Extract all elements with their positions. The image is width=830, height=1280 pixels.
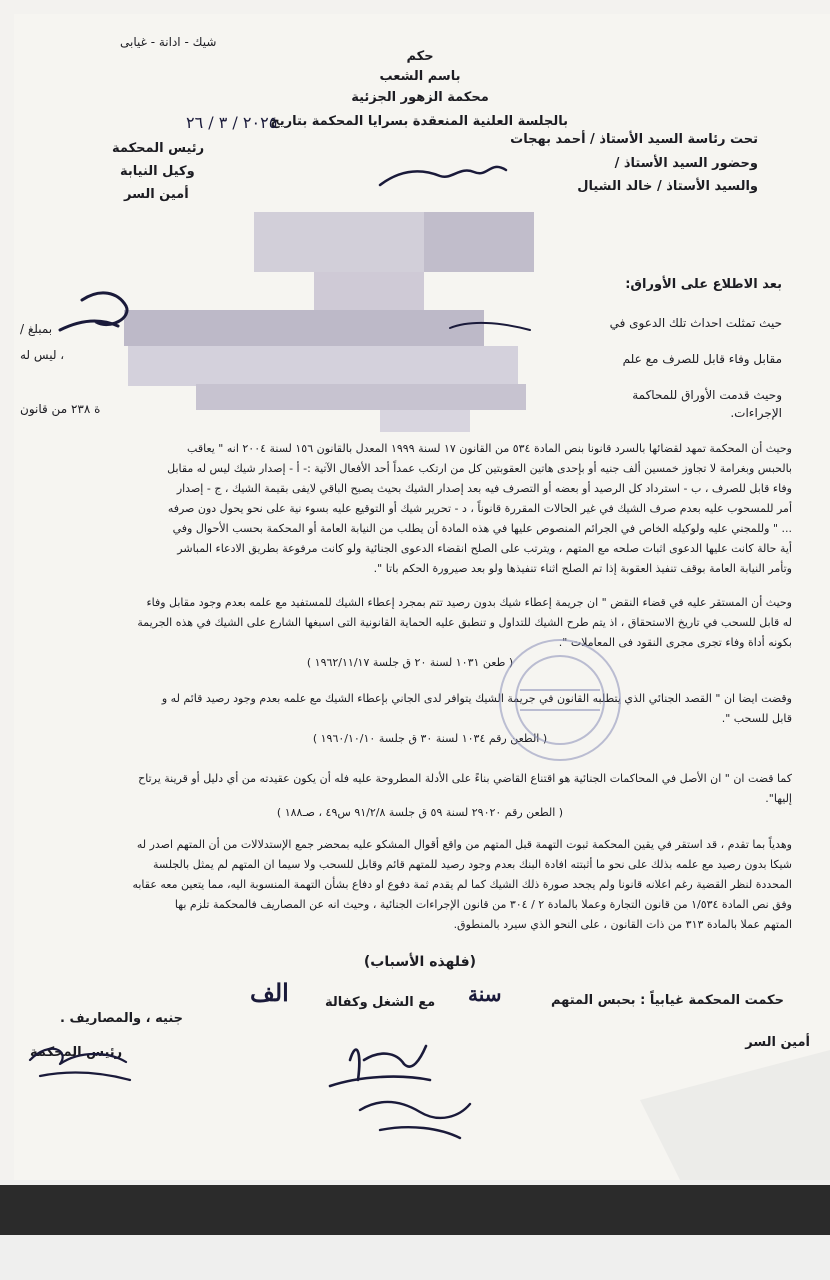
margin-note-2: ، ليس له	[20, 348, 65, 362]
papers-line-2: الإجراءات.	[730, 406, 782, 420]
margin-note-1: بمبلغ /	[20, 322, 53, 336]
attendance-role: وكيل النيابة	[120, 164, 195, 179]
margin-note-3: ة ٢٣٨ من قانون	[20, 402, 101, 416]
ruling-prefix: حكمت المحكمة غيابياً : بحبس المتهم	[550, 993, 784, 1008]
paragraph-line: أية حالة كانت عليها الدعوى اثبات صلحه مع المتهم ، ويترتب على الصلح انقضاء الدعوى الجنائية ولو كانت مرفوعة بطريق الادعاء المباشر	[177, 542, 792, 555]
citation-2: ( الطعن رقم ١٠٣٤ لسنة ٣٠ ق جلسة ١٩٦٠/١٠/١٠ )	[312, 732, 548, 745]
paragraph-line: وحيث أن المحكمة تمهد لقضائها بالسرد قانونا بنص المادة ٥٣٤ من القانون ١٧ لسنة ١٩٩٩ المعدل بالقانون ١٥٦ لسنة ٢٠٠٤ انه " يعاقب	[187, 442, 792, 455]
facts-line-1: حيث تمثلت احداث تلك الدعوى في	[609, 316, 782, 330]
desk-edge	[0, 1185, 830, 1235]
verdict-title: حكم	[406, 49, 434, 64]
paragraph-line: شيكا بدون رصيد مع علمه بذلك على نحو ما أثبتته افادة البنك بعدم وجود رصيد للمتهم قائم وقابل للسحب ولا سيما ان المتهم لم يمثل بالجلسة	[153, 858, 792, 871]
paragraph-line: المحددة لنظر القضية رغم اعلانه قانونا ولم يجحد صورة ذلك الشيك كما لم يقدم ثمة دفوع او دفاع بشأن التهمة المنسوبة اليه، مما يتعين معه عقابه	[132, 878, 792, 891]
paragraph-line: قابل للسحب ".	[721, 712, 792, 725]
paragraph-line: وقضت ايضا ان " القصد الجنائي الذي يتطلبه القانون في جريمة الشيك يتوافر لدى الجاني بإعطاء الشيك مع علمه بعدم وجود رصيد قائم له و	[161, 692, 792, 705]
facts-scribble	[450, 323, 530, 330]
secondary-signature	[360, 1102, 470, 1138]
paragraph-line: كما قضت ان " ان الأصل في المحاكمات الجنائية هو اقتناع القاضي بناءً على الأدلة المطروحة عليه فله أن يكون عقيدته من أي دليل أو قرينة يرتاح	[138, 772, 792, 785]
facts-line-2: مقابل وفاء قابل للصرف مع علم	[622, 352, 782, 366]
attendance-signature	[380, 167, 506, 185]
papers-line-1: وحيث قدمت الأوراق للمحاكمة	[632, 388, 782, 402]
case-note: شيك - ادانة - غيابى	[120, 35, 217, 49]
margin-scribble	[60, 293, 127, 330]
ruling-bail-handwritten: الف	[250, 978, 289, 1007]
reasons-heading: (فلهذه الأسباب)	[363, 954, 477, 970]
court-stamp	[500, 640, 620, 760]
session-date: ٢٠٢٥ / ٣ / ٢٦	[186, 113, 278, 132]
paragraph-line: المتهم عملا بالمادة ٣١٣ من ذات القانون ، على النحو الذي سيرد بالمنطوق.	[453, 918, 792, 931]
court-name: محكمة الزهور الجزئية	[351, 90, 489, 105]
presided-line: تحت رئاسة السيد الأستاذ / أحمد بهجات	[510, 132, 758, 147]
session-line: بالجلسة العلنية المنعقدة بسرايا المحكمة بتاريخ	[270, 114, 568, 129]
paragraph-line: بالحبس وبغرامة لا تجاوز خمسين ألف جنيه أو بإحدى هاتين العقوبتين كل من ارتكب عمداً أحد الأفعال الآتية :- أ - إصدار شيك ليس له مقابل	[167, 462, 792, 475]
secretary-sign: أمين السر	[745, 1035, 810, 1050]
paragraph-line: وتأمر النيابة العامة بوقف تنفيذ العقوبة إذا تم الصلح اثناء تنفيذها ولو بعد صيرورة الحكم باتا ".	[373, 562, 792, 575]
court-president: رئيس المحكمة	[30, 1045, 123, 1060]
presided-role: رئيس المحكمة	[112, 141, 205, 156]
paragraph-line: وفاء قابل للصرف ، ب - استرداد كل الرصيد أو بعضه أو التصرف فيه بعد إصدار الشيك بحيث يصبح الباقي لايفى بقيمة الشيك ، ج - إصدار	[176, 482, 792, 495]
paragraph-line: وهدياً بما تقدم ، قد استقر في يقين المحكمة ثبوت التهمة قبل المتهم من واقع أقوال المشكو عليه بمحضر جمع الإستدلالات من أن المتهم اصدر له	[136, 838, 792, 851]
citation-3: ( الطعن رقم ٢٩٠٢٠ لسنة ٥٩ ق جلسة ٩١/٢/٨ س٤٩ ، صـ١٨٨ )	[276, 806, 564, 819]
ruling-sentence-handwritten: سنة	[468, 982, 502, 1006]
ruling-end: جنيه ، والمصاريف .	[60, 1011, 183, 1026]
citation-1: ( طعن ١٠٣١ لسنة ٢٠ ق جلسة ١٩٦٢/١١/١٧ )	[306, 656, 514, 669]
paragraph-line: وفق نص المادة ١/٥٣٤ من قانون التجارة وعملا بالمادة ٢ / ٣٠٤ من قانون الإجراءات الجنائية ، وحيث انه عن المصاريف فالمحكمة تلزم بها	[174, 898, 792, 911]
page-curl	[640, 1050, 830, 1180]
after-review: بعد الاطلاع على الأوراق:	[625, 277, 782, 292]
attendance-line: وحضور السيد الأستاذ /	[614, 156, 758, 171]
paragraph-line: أمر للمسحوب عليه بعدم صرف الشيك في غير الحالات المقررة قانوناً ، د - تحرير شيك أو التوقيع عليه بسوء نية على نحو يحول دون صرفه	[167, 502, 792, 515]
paragraph-line: وحيث أن المستقر عليه في قضاء النقض " ان جريمة إعطاء شيك بدون رصيد تتم بمجرد إعطاء الشيك للمستفيد مع علمه بعدم وجود مقابل وفاء	[146, 596, 792, 609]
people-line: باسم الشعب	[379, 69, 461, 84]
paragraph-line: بكونه أداة وفاء تجرى مجرى النقود فى المعاملات ".	[558, 636, 792, 649]
secretary-role: أمين السر	[124, 187, 189, 202]
president-signature	[30, 1049, 130, 1080]
judge-signature	[330, 1046, 430, 1086]
paragraph-line: له قابل للسحب في تاريخ الاستحقاق ، اذ يتم طرح الشيك للتداول و تنطبق عليه الحماية القانونية التى اسبغها الشارع على الشيك في هذه الجريمة	[137, 616, 792, 629]
paragraph-line: إليها".	[765, 792, 792, 805]
secretary-line: والسيد الأستاذ / خالد الشيال	[577, 179, 758, 194]
ruling-mid: مع الشغل وكفالة	[325, 995, 436, 1010]
paragraph-line: ... " وللمجني عليه ولوكيله الخاص في الجرائم المنصوص عليها في هذه المادة أن يطلب من النيابة العامة أو المحكمة بحسب الأحوال وفي	[172, 522, 792, 535]
